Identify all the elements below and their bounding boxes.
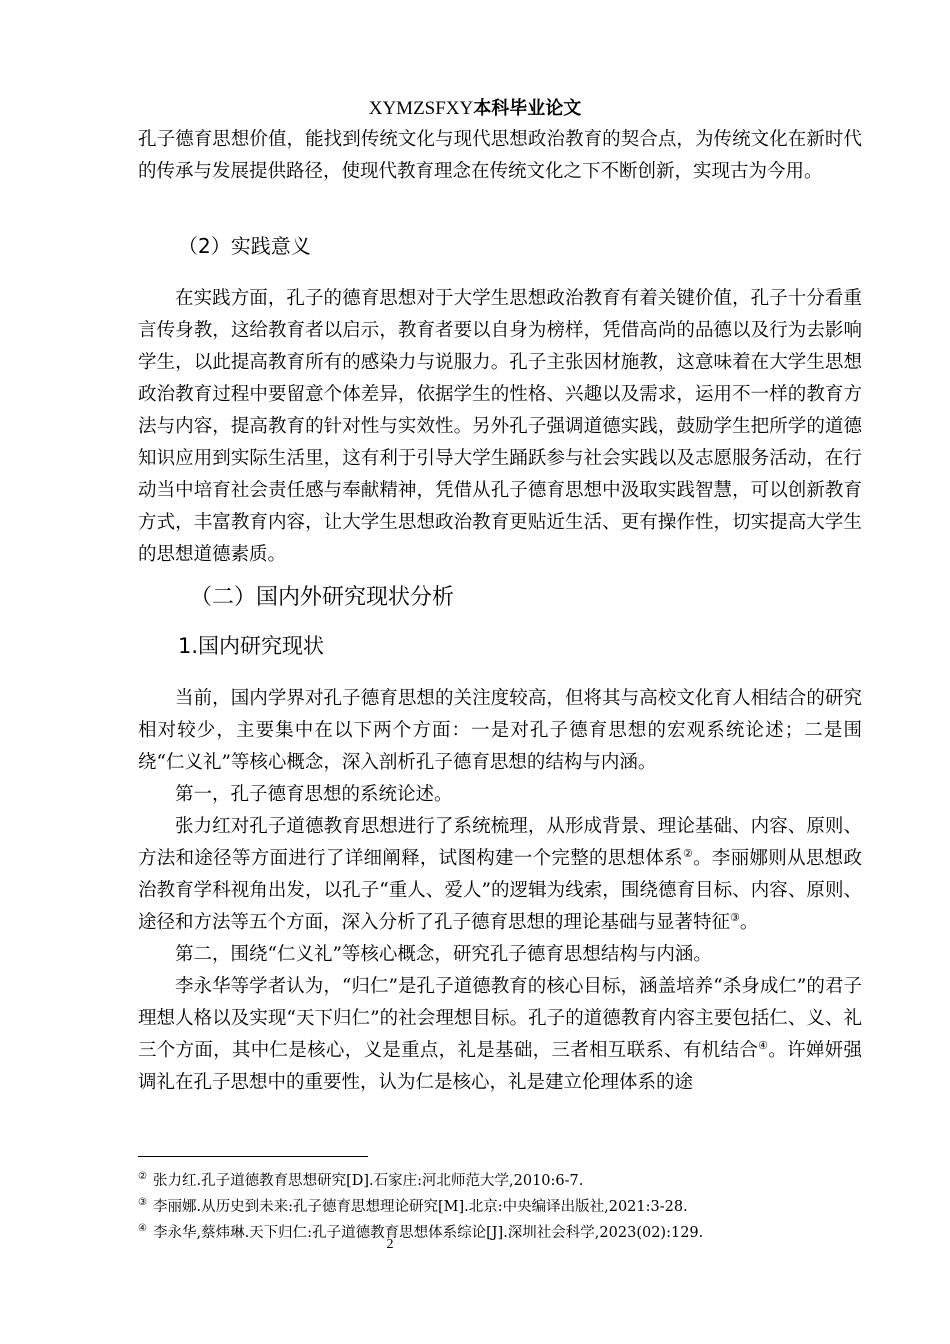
page-number: 2 (386, 1237, 394, 1252)
domestic-paragraph-3-part-a: 张力红对孔子道德教育思想进行了系统梳理，从形成背景、理论基础、内容、原则、方法和途径等方面进行了详细阐释，试图构建一个完整的思想体系 (138, 816, 862, 869)
header-title: 本科毕业论文 (473, 98, 582, 119)
footnote-text: 李丽娜.从历史到未来:孔子德育思想理论研究[M].北京:中央编译出版社,2021:3-28. (152, 1198, 688, 1215)
intro-paragraph-block (138, 124, 862, 188)
domestic-paragraph-3-part-c: 。 (739, 912, 759, 933)
footnote-item (138, 1166, 898, 1192)
footnote-mark: ④ (138, 1222, 147, 1234)
footnote-text: 李永华,蔡炜琳.天下归仁:孔子道德教育思想体系综论[J].深圳社会科学,2023(02):129. (152, 1224, 704, 1241)
domestic-paragraph-5 (138, 971, 862, 1099)
domestic-paragraph-5-part-a: 李永华等学者认为，“归仁”是孔子道德教育的核心目标，涵盖培养“杀身成仁”的君子理想人格以及实现“天下归仁”的社会理想目标。孔子的道德教育内容主要包括仁、义、礼三个方面，其中仁是核心，义是重点，礼是基础，三者相互联系、有机结合 (138, 976, 862, 1061)
page-header (0, 94, 950, 120)
section-heading: （二）国内外研究现状分析 (190, 585, 455, 610)
intro-paragraph: 孔子德育思想价值，能找到传统文化与现代思想政治教育的契合点，为传统文化在新时代的传承与发展提供路径，使现代教育理念在传统文化之下不断创新，实现古为今用。 (138, 129, 862, 182)
footnote-item (138, 1192, 898, 1218)
domestic-paragraph-5-part-b: 。许婵妍强调礼在孔子思想中的重要性，认为仁是核心，礼是建立伦理体系的途 (138, 1040, 862, 1093)
footnote-text: 张力红.孔子道德教育思想研究[D].石家庄:河北师范大学,2010:6-7. (152, 1172, 584, 1189)
domestic-paragraph-1: 当前，国内学界对孔子德育思想的关注度较高，但将其与高校文化育人相结合的研究相对较少，主要集中在以下两个方面：一是对孔子德育思想的宏观系统论述；二是围绕“仁义礼”等核心概念，深入剖析孔子德育思想的结构与内涵。 (138, 688, 862, 773)
footnote-ref-2[interactable]: ② (682, 846, 694, 860)
footnote-mark: ② (138, 1171, 147, 1182)
footnote-ref-3[interactable]: ③ (730, 910, 740, 924)
footnotes (138, 1166, 898, 1243)
practice-paragraph-block (138, 283, 862, 571)
domestic-paragraph-4: 第二，围绕“仁义礼”等核心概念，研究孔子德育思想结构与内涵。 (175, 944, 712, 965)
domestic-paragraph-3-part-b: 。李丽娜则从思想政治教育学科视角出发，以孔子“重人、爱人”的逻辑为线索，围绕德育目标、内容、原则、途径和方法等五个方面，深入分析了孔子德育思想的理论基础与显著特征 (138, 848, 862, 933)
footnote-mark: ③ (138, 1196, 147, 1208)
practice-heading: （2）实践意义 (178, 234, 311, 258)
domestic-paragraph-3 (138, 811, 862, 939)
header-id: XYMZSFXY (368, 98, 474, 119)
footnote-ref-4[interactable]: ④ (758, 1038, 769, 1052)
footnote-separator (138, 1156, 368, 1157)
domestic-body (138, 683, 862, 1099)
domestic-paragraph-2: 第一，孔子德育思想的系统论述。 (175, 784, 453, 805)
domestic-heading: 1.国内研究现状 (178, 634, 325, 658)
footnote-item (138, 1218, 898, 1244)
practice-paragraph: 在实践方面，孔子的德育思想对于大学生思想政治教育有着关键价值，孔子十分看重言传身教，这给教育者以启示，教育者要以自身为榜样，凭借高尚的品德以及行为去影响学生，以此提高教育所有的感染力与说服力。孔子主张因材施教，这意味着在大学生思想政治教育过程中要留意个体差异，依据学生的性格、兴趣以及需求，运用不一样的教育方法与内容，提高教育的针对性与实效性。另外孔子强调道德实践，鼓励学生把所学的道德知识应用到实际生活里，这有利于引导大学生踊跃参与社会实践以及志愿服务活动，在行动当中培育社会责任感与奉献精神，凭借从孔子德育思想中汲取实践智慧，可以创新教育方式，丰富教育内容，让大学生思想政治教育更贴近生活、更有操作性，切实提高大学生的思想道德素质。 (138, 288, 862, 565)
